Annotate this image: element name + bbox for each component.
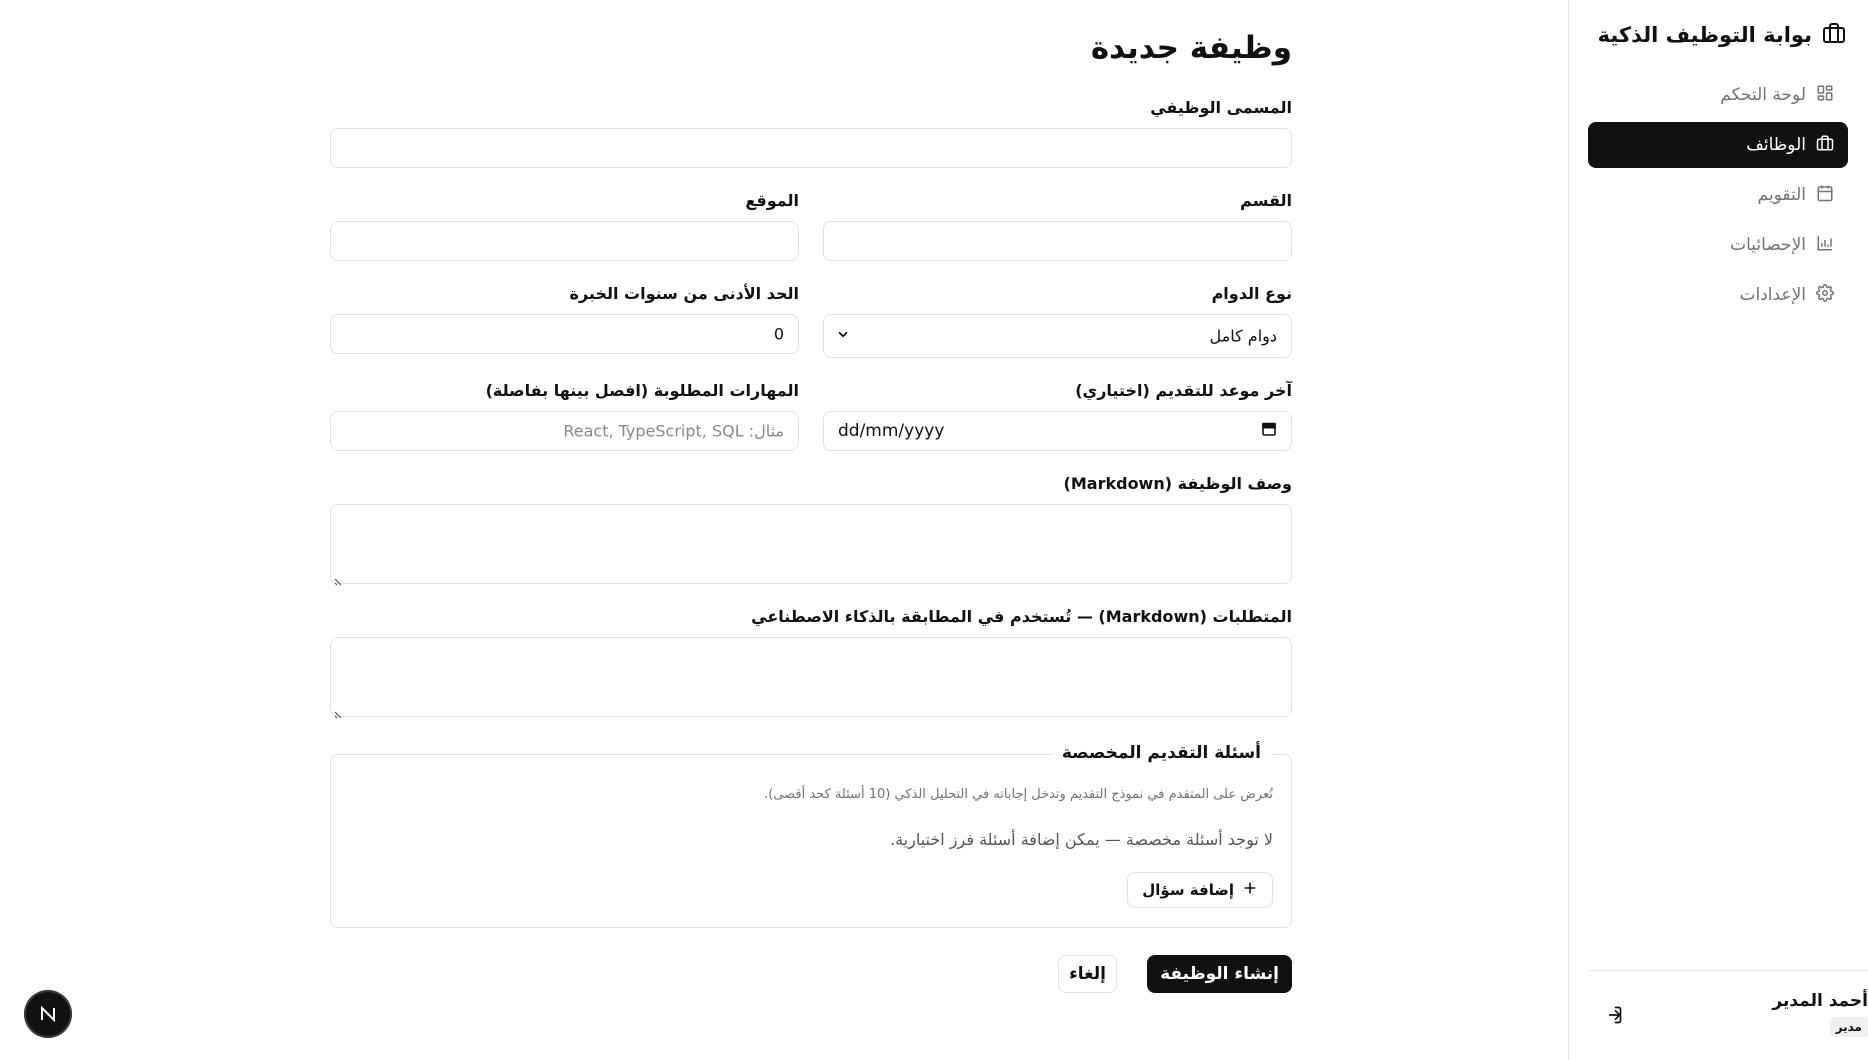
add-question-label: إضافة سؤال (1142, 881, 1234, 899)
deadline-date-input[interactable]: dd/mm/yyyy (823, 411, 1292, 451)
location-label: الموقع (745, 191, 799, 210)
department-label: القسم (1240, 191, 1292, 210)
sidebar (1568, 0, 1868, 1060)
brand (1585, 20, 1846, 50)
sidebar-item-settings[interactable] (1588, 272, 1848, 318)
location-input[interactable] (330, 221, 799, 261)
sidebar-item-label: الوظائف (1746, 135, 1806, 155)
skills-input[interactable]: مثال: React, TypeScript, SQL (330, 411, 799, 451)
user-role-badge: مدير (1830, 1017, 1868, 1037)
sidebar-nav (1588, 72, 1848, 318)
deadline-label: آخر موعد للتقديم (اختياري) (1075, 381, 1292, 400)
min-experience-label: الحد الأدنى من سنوات الخبرة (569, 284, 799, 303)
job-title-input[interactable] (330, 128, 1292, 168)
gear-icon (1816, 284, 1834, 307)
brand-title: بوابة التوظيف الذكية (1597, 23, 1812, 47)
resize-grip-icon[interactable] (334, 571, 344, 581)
logout-icon[interactable] (1599, 1001, 1627, 1029)
department-input[interactable] (823, 221, 1292, 261)
sidebar-item-calendar[interactable] (1588, 172, 1848, 218)
sidebar-item-jobs[interactable] (1588, 122, 1848, 168)
custom-questions-empty: لا توجد أسئلة مخصصة — يمكن إضافة أسئلة فرز اختيارية. (889, 830, 1273, 849)
requirements-label: المتطلبات (Markdown) — تُستخدم في المطابقة بالذكاء الاصطناعي (751, 607, 1292, 626)
description-textarea[interactable] (330, 504, 1292, 584)
sidebar-item-statistics[interactable] (1588, 222, 1848, 268)
floating-n-badge[interactable] (24, 990, 72, 1038)
n-logo-icon (38, 1004, 58, 1024)
employment-type-select[interactable]: دوام كامل (823, 314, 1292, 358)
sidebar-item-dashboard[interactable] (1588, 72, 1848, 118)
sidebar-item-label: لوحة التحكم (1720, 85, 1806, 105)
plus-icon (1242, 880, 1258, 900)
custom-questions-hint: تُعرض على المتقدم في نموذج التقديم وتدخل إجاباته في التحليل الذكي (10 أسئلة كحد أقصى). (764, 787, 1273, 802)
user-area (1589, 970, 1868, 1060)
job-title-label: المسمى الوظيفي (1150, 98, 1292, 117)
sidebar-item-label: الإحصائيات (1730, 235, 1806, 255)
custom-questions-fieldset (330, 743, 1292, 928)
sidebar-item-label: الإعدادات (1739, 285, 1806, 305)
chart-icon (1816, 234, 1834, 257)
briefcase-icon (1822, 21, 1846, 49)
requirements-textarea[interactable] (330, 637, 1292, 717)
briefcase-icon (1816, 134, 1834, 157)
min-experience-input[interactable]: 0 (330, 314, 799, 354)
dashboard-icon (1816, 84, 1834, 107)
calendar-icon (1816, 184, 1834, 207)
employment-type-label: نوع الدوام (1211, 284, 1292, 303)
sidebar-item-label: التقويم (1757, 185, 1806, 205)
skills-label: المهارات المطلوبة (افصل بينها بفاصلة) (485, 381, 799, 400)
cancel-button[interactable]: إلغاء (1058, 955, 1117, 993)
add-question-button[interactable] (1127, 872, 1273, 908)
page-title: وظيفة جديدة (1090, 30, 1292, 66)
calendar-icon (1261, 421, 1277, 441)
description-label: وصف الوظيفة (Markdown) (1063, 474, 1292, 493)
create-job-button[interactable]: إنشاء الوظيفة (1147, 955, 1292, 993)
resize-grip-icon[interactable] (334, 704, 344, 714)
chevron-down-icon (836, 327, 850, 346)
custom-questions-legend: أسئلة التقديم المخصصة (1052, 743, 1271, 763)
user-name: أحمد المدير (1772, 991, 1868, 1011)
